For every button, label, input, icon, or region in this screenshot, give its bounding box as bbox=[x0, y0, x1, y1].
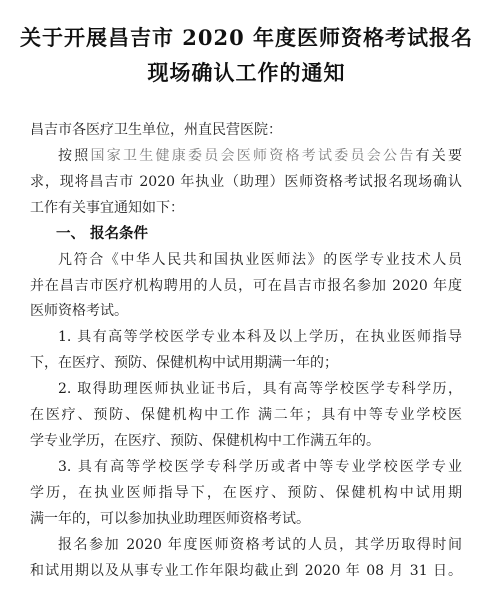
paragraph-1-line-2: 并在昌吉市医疗机构聘用的人员，可在昌吉市报名参加 2020 年度 bbox=[30, 278, 462, 294]
intro-prefix: 按照 bbox=[58, 148, 91, 164]
intro-line-3: 工作有关事宜通知如下： bbox=[30, 200, 184, 216]
document-title-line-2: 现场确认工作的通知 bbox=[147, 60, 346, 85]
section-heading-eligibility: 一、 报名条件 bbox=[56, 226, 149, 242]
item-2-line-2: 在医疗、预防、保健机构中工作 满二年；具有中等专业学校医 bbox=[30, 407, 462, 423]
final-paragraph-line-2: 和试用期以及从事专业工作年限均截止到 2020 年 08 月 31 日。 bbox=[30, 563, 462, 579]
item-1-line-2: 下，在医疗、预防、保健机构中试用期满一年的； bbox=[30, 355, 338, 371]
announcement-link[interactable]: 国家卫生健康委员会医师资格考试委员会公告 bbox=[90, 148, 416, 164]
item-3-line-1: 3. 具有高等学校医学专科学历或者中等专业学校医学专业 bbox=[58, 459, 462, 475]
final-paragraph-line-1: 报名参加 2020 年度医师资格考试的人员，其学历取得时间 bbox=[58, 537, 462, 553]
salutation: 昌吉市各医疗卫生单位，州直民营医院： bbox=[30, 122, 282, 138]
item-2-line-3: 学专业学历，在医疗、预防、保健机构中工作满五年的。 bbox=[30, 433, 380, 449]
paragraph-1-line-3: 医师资格考试。 bbox=[30, 303, 128, 319]
document-title-line-1: 关于开展昌吉市 2020 年度医师资格考试报名 bbox=[19, 25, 474, 50]
item-2-line-1: 2. 取得助理医师执业证书后，具有高等学校医学专科学历， bbox=[58, 381, 462, 397]
item-1-line-1: 1. 具有高等学校医学专业本科及以上学历，在执业医师指导 bbox=[58, 329, 462, 345]
item-3-line-2: 学历，在执业医师指导下，在医疗、预防、保健机构中试用期 bbox=[30, 485, 462, 501]
intro-line-2: 求，现将昌吉市 2020 年执业（助理）医师资格考试报名现场确认 bbox=[30, 174, 462, 190]
intro-suffix: 有关要 bbox=[415, 148, 462, 164]
item-3-line-3: 满一年的，可以参加执业助理医师资格考试。 bbox=[30, 511, 310, 527]
intro-line-1 bbox=[58, 147, 462, 165]
paragraph-1-line-1: 凡符合《中华人民共和国执业医师法》的医学专业技术人员 bbox=[58, 252, 462, 268]
